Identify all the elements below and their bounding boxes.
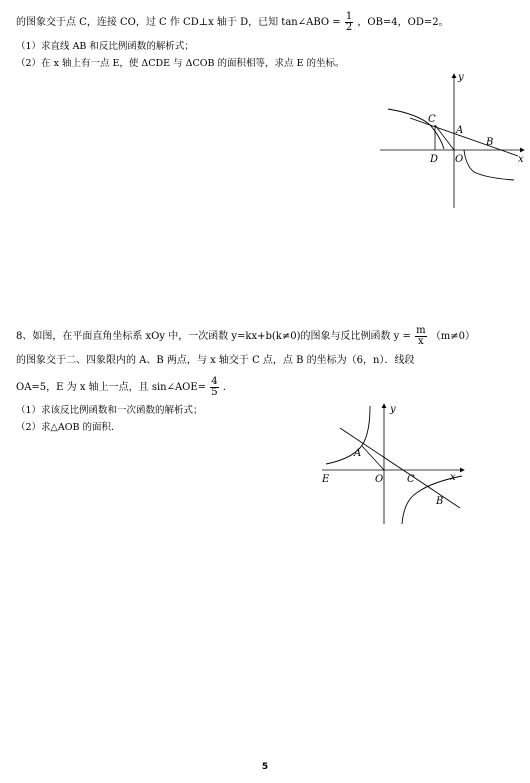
problem7-segment-co — [435, 125, 454, 150]
problem7-line1-text-a: 的图象交于点 C，连接 CO，过 C 作 CD⊥x 轴于 D，已知 tan∠ABO = — [16, 17, 341, 28]
problem7-label-a: A — [456, 125, 464, 136]
problem8-label-a: A — [354, 448, 362, 459]
problem8-line3-text-b: ． — [222, 382, 233, 393]
problem8-label-o: O — [375, 474, 384, 485]
problem7-label-o: O — [455, 154, 464, 165]
problem7-frac-denominator: 2 — [345, 22, 353, 33]
problem8-label-c: C — [407, 474, 415, 485]
problem8-sin-denominator: 5 — [211, 387, 218, 398]
problem8-label-b: B — [436, 496, 444, 507]
problem8-frac-numerator: m — [416, 325, 426, 336]
problem7-question2: （2）在 x 轴上有一点 E，使 ΔCDE 与 ΔCOB 的面积相等，求点 E 的坐标。 — [16, 58, 345, 69]
problem8-line1-text-a: 8、如图，在平面直角坐标系 xOy 中，一次函数 y=kx+b(k≠0)的图象与反比例函数 y = — [16, 331, 411, 342]
problem7-hyperbola-right — [464, 150, 514, 180]
problem8-line1 — [16, 326, 475, 347]
problem8-sin-fraction — [210, 377, 218, 398]
problem7-tan-fraction — [345, 12, 353, 33]
problem8-line3-text-a: OA=5，E 为 x 轴上一点，且 sin∠AOE= — [16, 382, 207, 393]
problem7-label-y: y — [458, 72, 464, 83]
problem7-label-x: x — [518, 154, 524, 165]
problem7-question1: （1）求直线 AB 和反比例函数的解析式； — [16, 41, 194, 52]
problem8-question1: （1）求该反比例函数和一次函数的解析式； — [16, 405, 203, 416]
problem8-question2: （2）求△AOB 的面积． — [16, 422, 121, 433]
problem8-label-x: x — [450, 472, 456, 483]
problem8-label-y: y — [390, 404, 396, 415]
problem7-label-d: D — [430, 154, 439, 165]
problem7-line1 — [16, 12, 449, 33]
problem7-figure — [378, 68, 528, 210]
problem8-frac-denominator: x — [418, 336, 424, 347]
problem8-line3 — [16, 377, 233, 398]
problem8-sin-numerator: 4 — [211, 376, 218, 387]
problem7-frac-numerator: 1 — [345, 11, 353, 22]
problem7-label-c: C — [428, 114, 436, 125]
problem7-line1-text-b: ，OB=4，OD=2。 — [357, 17, 449, 28]
problem8-line2: 的图象交于二、四象限内的 A、B 两点，与 x 轴交于 C 点，点 B 的坐标为（6，n）．线段 — [16, 355, 415, 366]
problem8-hyperbola-left — [326, 406, 370, 464]
problem7-label-b: B — [486, 137, 494, 148]
problem8-line1-text-b: （m≠0） — [430, 331, 475, 342]
problem8-m-over-x-fraction — [415, 326, 426, 347]
problem8-figure — [318, 400, 468, 528]
page-number: 5 — [261, 762, 269, 772]
problem8-label-e: E — [322, 474, 330, 485]
